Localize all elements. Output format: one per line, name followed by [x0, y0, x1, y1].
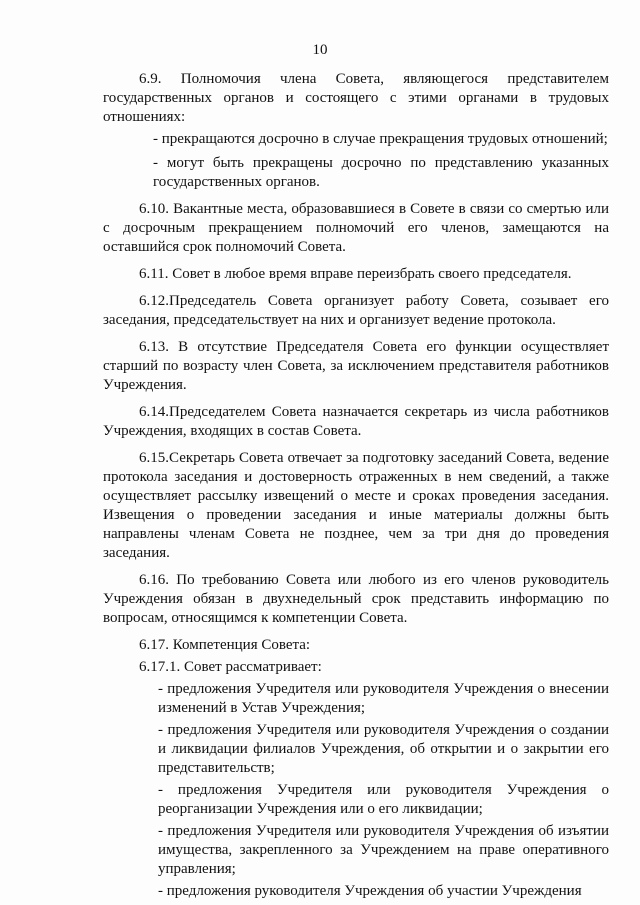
document-body: [103, 70, 609, 904]
clause-6-13: 6.13. В отсутствие Председателя Совета его функции осуществляет старший по возрасту член Совета, за исключением представителя работников Учреждения.: [103, 339, 609, 393]
competence-item: - предложения Учредителя или руководителя Учреждения о реорганизации Учреждения или о его ликвидации;: [158, 782, 609, 817]
competence-item: - предложения Учредителя или руководителя Учреждения о внесении изменений в Устав Учреждения;: [158, 681, 609, 716]
page-number: 10: [312, 42, 328, 58]
clause-6-9-item-b: - могут быть прекращены досрочно по представлению указанных государственных органов.: [153, 155, 609, 190]
clause-6-9: 6.9. Полномочия члена Совета, являющегося представителем государственных органов и состоящего с этими органами в трудовых отношениях:: [103, 71, 609, 125]
clause-6-12: 6.12.Председатель Совета организует работу Совета, созывает его заседания, председательствует на них и организует ведение протокола.: [103, 293, 609, 328]
competence-item: - предложения Учредителя или руководителя Учреждения о создании и ликвидации филиалов Учреждения, об открытии и о закрытии его представительств;: [158, 722, 609, 776]
clause-6-10: 6.10. Вакантные места, образовавшиеся в Совете в связи со смертью или с досрочным прекращением полномочий его членов, замещаются на оставшийся срок полномочий Совета.: [103, 201, 609, 255]
clause-6-16: 6.16. По требованию Совета или любого из его членов руководитель Учреждения обязан в двухнедельный срок представить информацию по вопросам, относящимся к компетенции Совета.: [103, 572, 609, 626]
clause-6-11: 6.11. Совет в любое время вправе переизбрать своего председателя.: [139, 266, 572, 282]
clause-6-14: 6.14.Председателем Совета назначается секретарь из числа работников Учреждения, входящих в состав Совета.: [103, 404, 609, 439]
clause-6-17: 6.17. Компетенция Совета:: [139, 637, 311, 653]
clause-6-9-item-a: - прекращаются досрочно в случае прекращения трудовых отношений;: [153, 131, 608, 147]
competence-item: - предложения руководителя Учреждения об участии Учреждения: [158, 883, 582, 899]
competence-item: - предложения Учредителя или руководителя Учреждения об изъятии имущества, закрепленного за Учреждением на праве оперативного управления;: [158, 823, 609, 877]
clause-6-15: 6.15.Секретарь Совета отвечает за подготовку заседаний Совета, ведение протокола заседания и достоверность отраженных в нем сведений, а также осуществляет рассылку извещений о месте и сроках проведения заседания. Извещения о проведении заседания и иные материалы должны быть направлены членам Совета не позднее, чем за три дня до проведения заседания.: [103, 450, 609, 561]
clause-6-17-1: 6.17.1. Совет рассматривает:: [139, 659, 322, 675]
